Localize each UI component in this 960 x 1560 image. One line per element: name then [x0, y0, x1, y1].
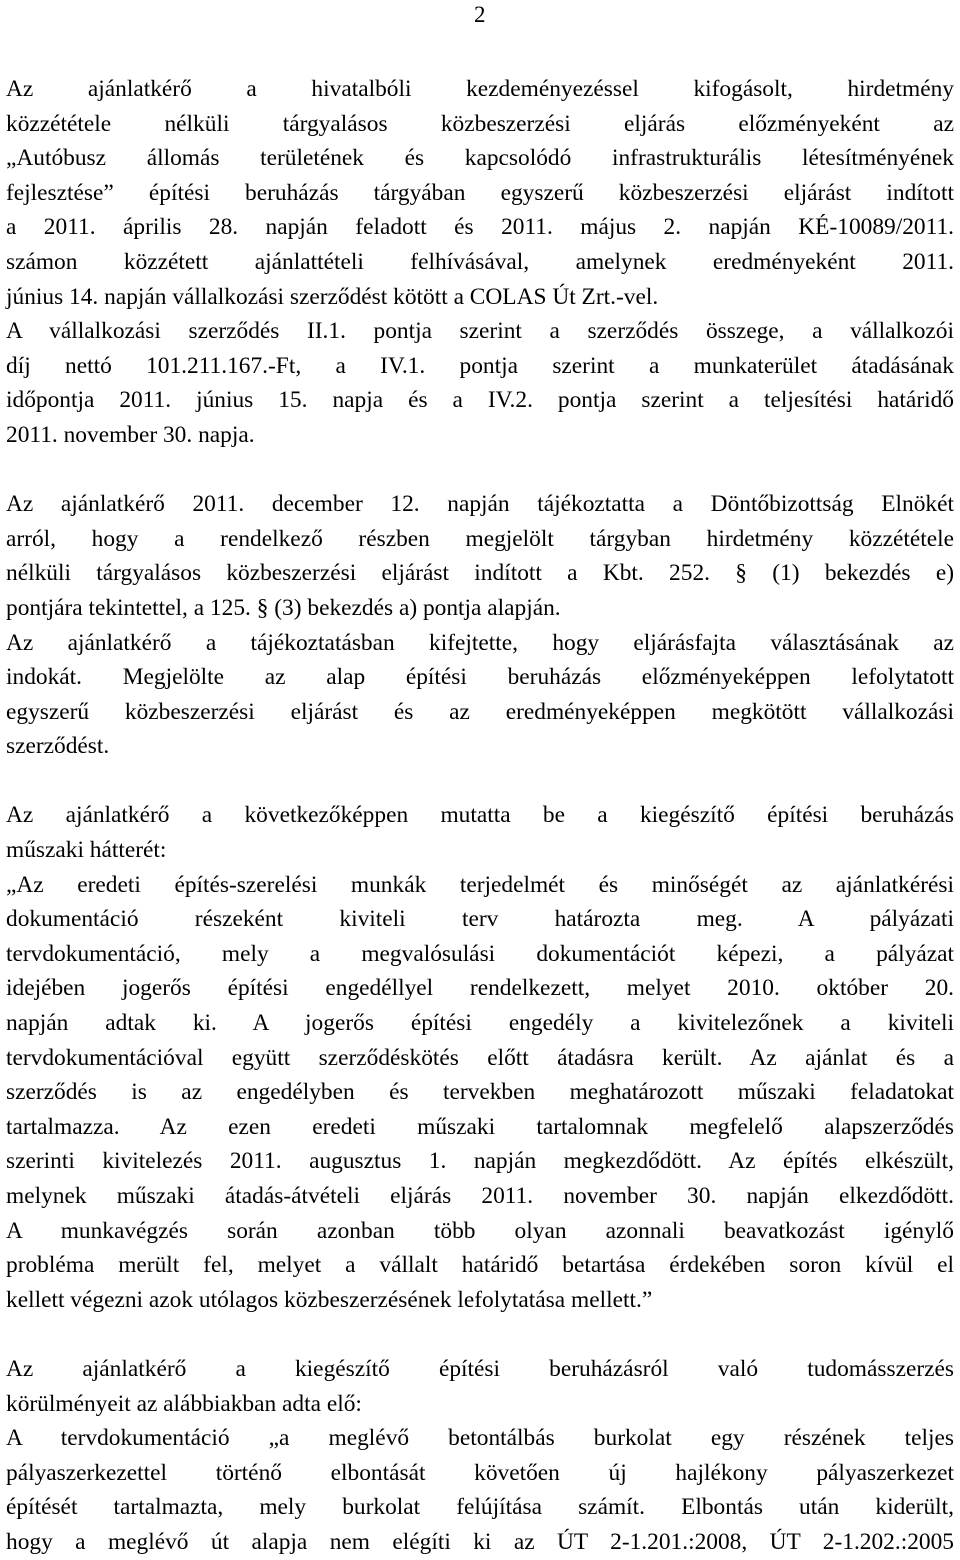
- text-line: A vállalkozási szerződés II.1. pontja szerint a szerződés összege, a vállalkozói: [6, 318, 954, 345]
- document-body: [6, 72, 954, 1560]
- paragraph: [6, 1352, 954, 1560]
- text-line: dokumentáció részeként kiviteli terv határozta meg. A pályázati: [6, 906, 954, 933]
- text-line: tartalmazza. Az ezen eredeti műszaki tartalomnak megfelelő alapszerződés: [6, 1113, 954, 1140]
- text-line: a 2011. április 28. napján feladott és 2011. május 2. napján KÉ-10089/2011.: [6, 214, 954, 241]
- text-line: időpontja 2011. június 15. napja és a IV.2. pontja szerint a teljesítési határidő: [6, 387, 954, 414]
- text-line: fejlesztése” építési beruházás tárgyában egyszerű közbeszerzési eljárást indított: [6, 179, 954, 206]
- page-number: 2: [474, 2, 486, 27]
- text-line: „Autóbusz állomás területének és kapcsolódó infrastrukturális létesítményének: [6, 145, 954, 172]
- text-line: nélküli tárgyalásos közbeszerzési eljárást indított a Kbt. 252. § (1) bekezdés e): [6, 560, 954, 587]
- text-line: egyszerű közbeszerzési eljárást és az eredményeképpen megkötött vállalkozási: [6, 698, 954, 725]
- text-line: Az ajánlatkérő a kiegészítő építési beruházásról való tudomásszerzés: [6, 1355, 954, 1382]
- text-line: szerinti kivitelezés 2011. augusztus 1. napján megkezdődött. Az építés elkészült,: [6, 1148, 954, 1175]
- text-line: szerződést.: [6, 733, 110, 760]
- text-line: indokát. Megjelölte az alap építési beruházás előzményeképpen lefolytatott: [6, 664, 954, 691]
- text-line: szerződés is az engedélyben és tervekben meghatározott műszaki feladatokat: [6, 1079, 954, 1106]
- text-line: 2011. november 30. napja.: [6, 421, 255, 448]
- text-line: közzététele nélküli tárgyalásos közbeszerzési eljárás előzményeként az: [6, 110, 954, 137]
- text-line: tervdokumentációval együtt szerződéskötés előtt átadásra került. Az ajánlat és a: [6, 1044, 954, 1071]
- text-line: építését tartalmazta, mely burkolat felújítása számít. Elbontás után kiderült,: [6, 1494, 954, 1521]
- text-line: probléma merült fel, melyet a vállalt határidő betartása érdekében soron kívül el: [6, 1252, 954, 1279]
- text-line: arról, hogy a rendelkező részben megjelölt tárgyban hirdetmény közzététele: [6, 525, 954, 552]
- text-line: díj nettó 101.211.167.-Ft, a IV.1. pontja szerint a munkaterület átadásának: [6, 352, 954, 379]
- text-line: Az ajánlatkérő a következőképpen mutatta be a kiegészítő építési beruházás: [6, 802, 954, 829]
- paragraph: [6, 798, 954, 1317]
- text-line: számon közzétett ajánlattételi felhívásával, amelynek eredményeként 2011.: [6, 248, 954, 275]
- paragraph: [6, 487, 954, 764]
- text-line: június 14. napján vállalkozási szerződést kötött a COLAS Út Zrt.-vel.: [6, 283, 659, 310]
- text-line: A munkavégzés során azonban több olyan azonnali beavatkozást igénylő: [6, 1217, 954, 1244]
- text-line: hogy a meglévő út alapja nem elégíti ki az ÚT 2-1.201.:2008, ÚT 2-1.202.:2005: [6, 1528, 954, 1555]
- text-line: pályaszerkezettel történő elbontását követően új hajlékony pályaszerkezet: [6, 1459, 954, 1486]
- text-line: műszaki hátterét:: [6, 837, 167, 864]
- text-line: kellett végezni azok utólagos közbeszerzésének lefolytatása mellett.”: [6, 1286, 653, 1313]
- text-line: idejében jogerős építési engedéllyel rendelkezett, melyet 2010. október 20.: [6, 975, 954, 1002]
- text-line: körülményeit az alábbiakban adta elő:: [6, 1390, 362, 1417]
- paragraph: [6, 72, 954, 453]
- text-line: A tervdokumentáció „a meglévő betontálbás burkolat egy részének teljes: [6, 1425, 954, 1452]
- text-line: napján adtak ki. A jogerős építési engedély a kivitelezőnek a kiviteli: [6, 1010, 954, 1037]
- text-line: Az ajánlatkérő a hivatalbóli kezdeményezéssel kifogásolt, hirdetmény: [6, 76, 954, 102]
- text-line: tervdokumentáció, mely a megvalósulási dokumentációt képezi, a pályázat: [6, 940, 954, 967]
- text-line: Az ajánlatkérő a tájékoztatásban kifejtette, hogy eljárásfajta választásának az: [6, 629, 954, 656]
- text-line: melynek műszaki átadás-átvételi eljárás 2011. november 30. napján elkezdődött.: [6, 1183, 954, 1209]
- text-line: „Az eredeti építés-szerelési munkák terjedelmét és minőségét az ajánlatkérési: [6, 871, 954, 898]
- text-line: Az ajánlatkérő 2011. december 12. napján tájékoztatta a Döntőbizottság Elnökét: [6, 491, 954, 518]
- text-line: pontjára tekintettel, a 125. § (3) bekezdés a) pontja alapján.: [6, 594, 561, 621]
